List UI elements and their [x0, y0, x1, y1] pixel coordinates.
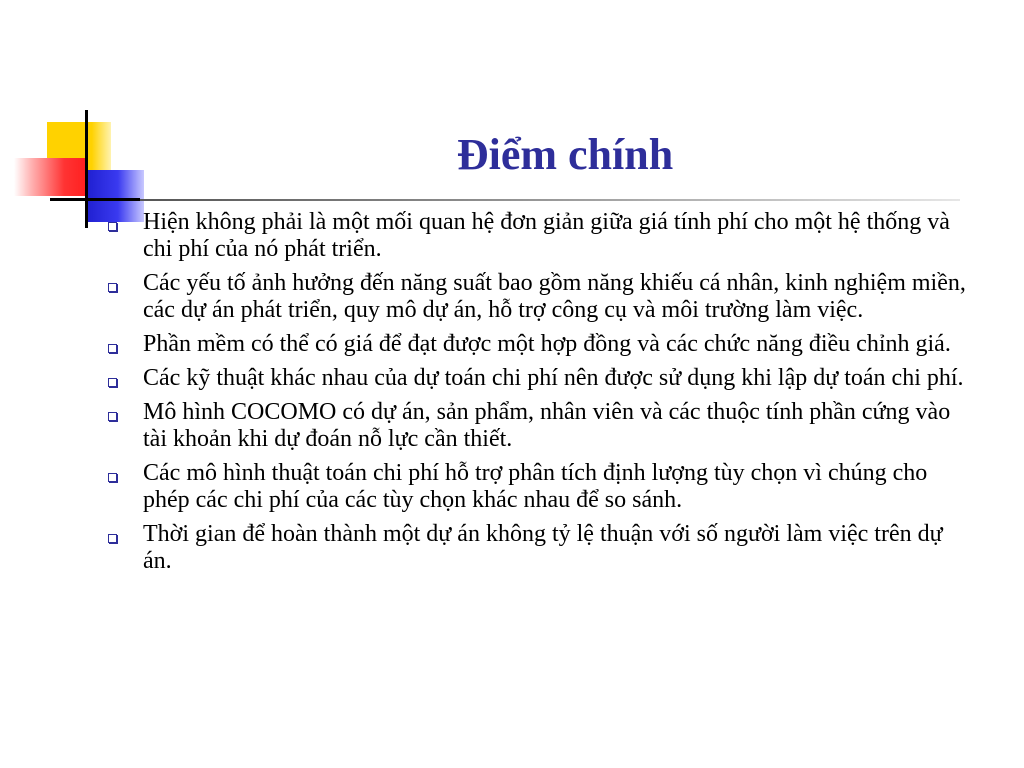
square-bullet-icon	[108, 412, 117, 421]
bullet-item	[108, 209, 968, 263]
bullet-item	[108, 399, 968, 453]
bullet-text: Các kỹ thuật khác nhau của dự toán chi phí nên được sử dụng khi lập dự toán chi phí.	[143, 365, 964, 391]
bullet-item	[108, 365, 968, 392]
bullet-text: Các yếu tố ảnh hưởng đến năng suất bao gồm năng khiếu cá nhân, kinh nghiệm miền, các dự án phát triển, quy mô dự án, hỗ trợ công cụ và môi trường làm việc.	[143, 270, 966, 323]
square-bullet-icon	[108, 344, 117, 353]
square-bullet-icon	[108, 222, 117, 231]
title-underline	[140, 199, 960, 201]
bullet-text: Phần mềm có thể có giá để đạt được một hợp đồng và các chức năng điều chỉnh giá.	[143, 331, 951, 357]
bullet-item	[108, 270, 968, 324]
horizontal-line-decoration	[50, 198, 140, 201]
square-bullet-icon	[108, 534, 117, 543]
bullet-list	[108, 209, 968, 582]
bullet-text: Mô hình COCOMO có dự án, sản phẩm, nhân viên và các thuộc tính phần cứng vào tài khoản khi dự đoán nỗ lực cần thiết.	[143, 399, 951, 452]
square-bullet-icon	[108, 378, 117, 387]
bullet-item	[108, 460, 968, 514]
bullet-item	[108, 521, 968, 575]
vertical-line-decoration	[85, 110, 88, 228]
bullet-text: Thời gian để hoàn thành một dự án không tỷ lệ thuận với số người làm việc trên dự án.	[143, 521, 943, 574]
slide-title: Điểm chính	[456, 130, 674, 179]
bullet-text: Hiện không phải là một mối quan hệ đơn giản giữa giá tính phí cho một hệ thống và chi phí của nó phát triển.	[143, 209, 950, 262]
square-bullet-icon	[108, 283, 117, 292]
red-bar-decoration	[14, 158, 86, 196]
bullet-text: Các mô hình thuật toán chi phí hỗ trợ phân tích định lượng tùy chọn vì chúng cho phép các chi phí của các tùy chọn khác nhau để so sánh.	[143, 460, 928, 513]
square-bullet-icon	[108, 473, 117, 482]
bullet-item	[108, 331, 968, 358]
